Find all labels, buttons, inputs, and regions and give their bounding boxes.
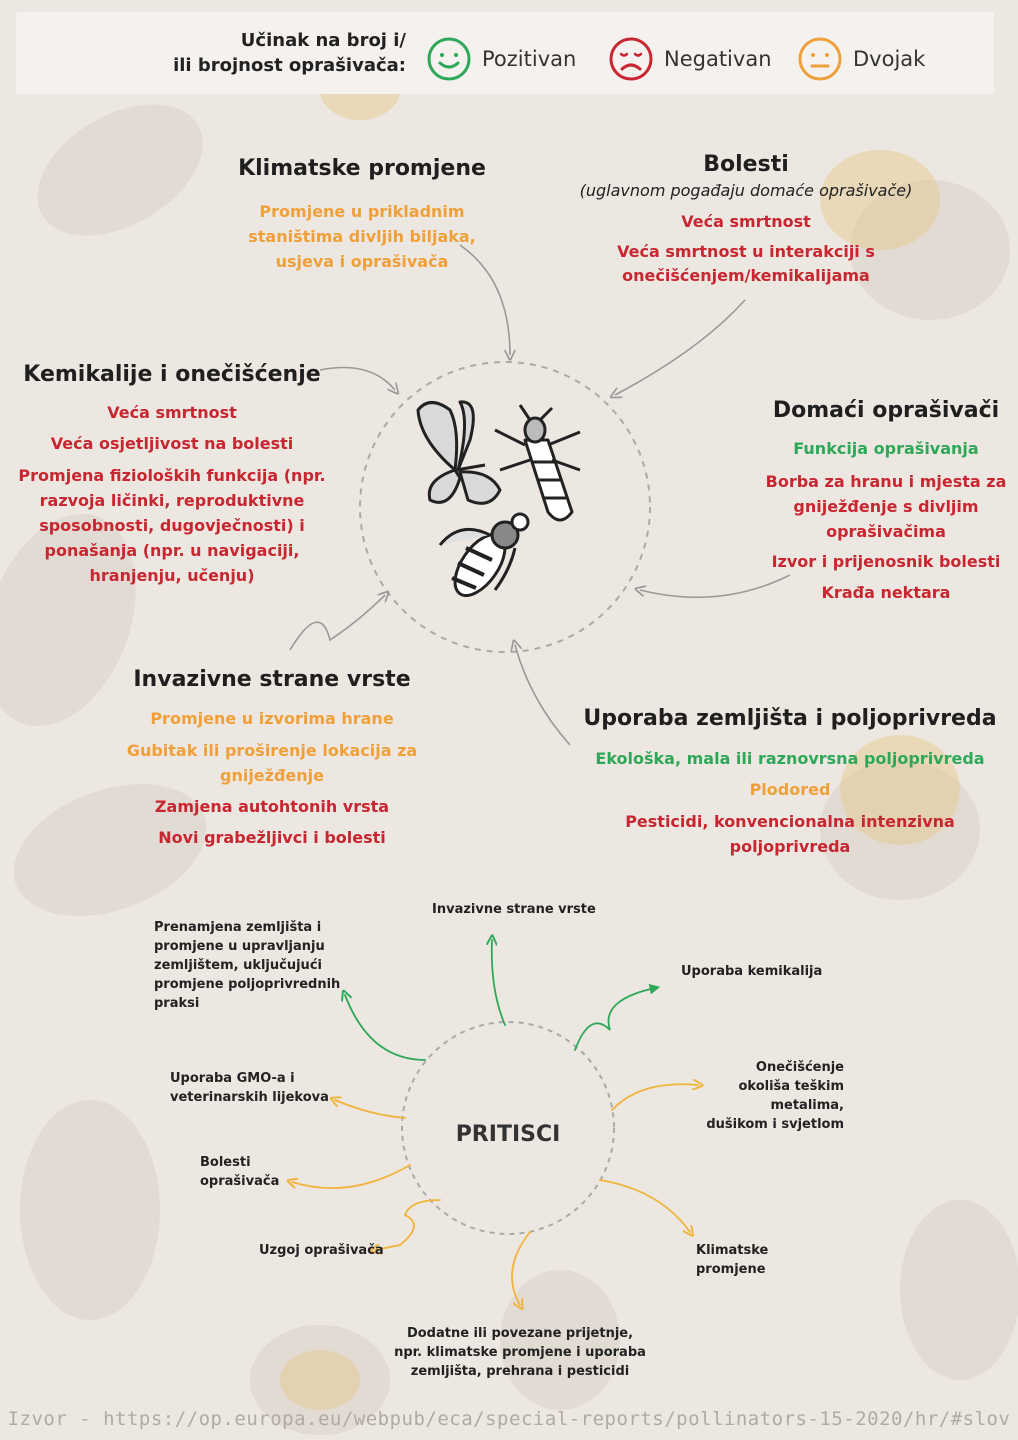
impact-item: Promjene u izvorima hrane xyxy=(150,709,394,728)
section-diseases xyxy=(546,152,946,288)
section-climate-change xyxy=(222,156,502,274)
butterfly-icon xyxy=(418,402,500,503)
bee-icon xyxy=(440,514,528,604)
pressure-invasive-species: Invazivne strane vrste xyxy=(432,902,596,917)
pressure-pollution: Onečišćenje okoliša teškim metalima, dušikom i svjetlom xyxy=(706,1060,844,1132)
impact-item: Ekološka, mala ili raznovrsna poljoprivreda xyxy=(595,749,985,768)
pressure-chemicals: Uporaba kemikalija xyxy=(681,964,823,979)
impact-item: Veća osjetljivost na bolesti xyxy=(50,434,294,453)
pressure-additional-threats: Dodatne ili povezane prijetnje, npr. klimatske promjene i uporaba zemljišta, prehrana i pesticidi xyxy=(394,1326,646,1379)
impact-item: Izvor i prijenosnik bolesti xyxy=(771,552,1001,571)
pressure-pollinator-breeding: Uzgoj oprašivača xyxy=(259,1243,384,1258)
impact-item: Novi grabežljivci i bolesti xyxy=(158,828,386,847)
impact-item: Zamjena autohtonih vrsta xyxy=(154,797,390,816)
pressures-center-label: PRITISCI xyxy=(455,1122,561,1147)
section-title: Uporaba zemljišta i poljoprivreda xyxy=(583,706,997,731)
impact-item: Pesticidi, konvencionalna intenzivna poljoprivreda xyxy=(625,812,955,856)
impact-item: Borba za hranu i mjesta za gniježđenje s divljim oprašivačima xyxy=(765,472,1007,541)
section-title: Klimatske promjene xyxy=(238,156,486,181)
section-invasive-species xyxy=(112,667,432,850)
source-link[interactable]: Izvor - https://op.europa.eu/webpub/eca/special-reports/pollinators-15-2020/hr/#slov xyxy=(7,1408,1011,1430)
pressure-land-use: Prenamjena zemljišta i promjene u upravljanju zemljištem, uključujući promjene poljoprivrednih praksi xyxy=(154,920,341,1011)
impact-item: Krađa nektara xyxy=(821,583,951,602)
section-title: Bolesti xyxy=(703,152,789,177)
wasp-icon xyxy=(495,405,580,520)
section-title: Domaći oprašivači xyxy=(772,398,1000,423)
legend-positive: Pozitivan xyxy=(426,36,576,82)
legend-negative: Negativan xyxy=(608,36,772,82)
section-subtitle: (uglavnom pogađaju domaće oprašivače) xyxy=(579,181,913,200)
impact-item: Veća smrtnost xyxy=(681,212,811,231)
impact-item: Gubitak ili proširenje lokacija za gniježđenje xyxy=(126,741,418,785)
pressure-gmo-veterinary: Uporaba GMO-a i veterinarskih lijekova xyxy=(170,1071,329,1105)
legend-mixed: Dvojak xyxy=(797,36,925,82)
impact-item: Promjena fizioloških funkcija (npr. razvoja ličinki, reproduktivne sposobnosti, dugovječnosti) i ponašanja (npr. u navigaciji, hranjenju, učenju) xyxy=(18,466,326,585)
pressure-pollinator-diseases: Bolesti oprašivača xyxy=(200,1155,280,1189)
pressure-climate-change: Klimatske promjene xyxy=(696,1243,769,1277)
impact-item: Funkcija oprašivanja xyxy=(793,439,979,458)
impact-item: Veća smrtnost u interakciji s onečišćenjem/kemikalijama xyxy=(617,242,875,285)
section-land-use-agriculture xyxy=(580,706,1000,859)
impact-item: Veća smrtnost xyxy=(107,403,237,422)
section-chemicals-pollution xyxy=(12,362,332,588)
pollinators-circle xyxy=(360,362,650,652)
impact-item: Promjene u prikladnim staništima divljih biljaka, usjeva i oprašivača xyxy=(248,202,476,271)
section-domestic-pollinators xyxy=(756,398,1016,605)
impact-item: Plodored xyxy=(749,780,831,799)
legend-title: Učinak na broj i/ ili brojnost oprašivača: xyxy=(173,30,406,76)
section-title: Invazivne strane vrste xyxy=(133,667,411,692)
section-title: Kemikalije i onečišćenje xyxy=(23,362,321,387)
